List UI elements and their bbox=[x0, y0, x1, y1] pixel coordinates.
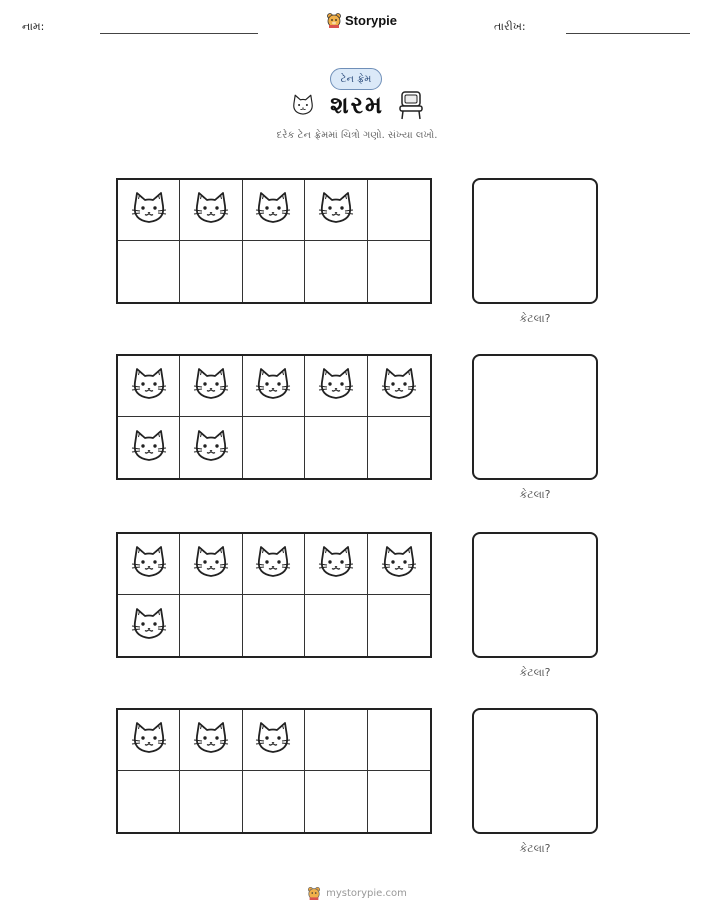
ten-frame-cell bbox=[243, 180, 305, 241]
ten-frame-cell bbox=[243, 771, 305, 832]
topic-tag: ટેન ફ્રેમ bbox=[330, 68, 382, 90]
ten-frame-cell bbox=[180, 710, 242, 771]
ten-frame bbox=[116, 354, 432, 480]
cat-face-icon bbox=[129, 366, 169, 406]
ten-frame-cell bbox=[305, 417, 367, 478]
ten-frame-cell bbox=[243, 595, 305, 656]
cat-face-icon bbox=[191, 190, 231, 230]
ten-frame-cell bbox=[118, 180, 180, 241]
ten-frame-cell bbox=[305, 356, 367, 417]
instructions: દરેક ટેન ફ્રેમમાં ચિત્રો ગણો. સંખ્યા લખો. bbox=[276, 130, 438, 141]
answer-box[interactable] bbox=[472, 354, 598, 480]
ten-frame-cell bbox=[368, 534, 430, 595]
cat-face-icon bbox=[253, 366, 293, 406]
ten-frame-cell bbox=[180, 595, 242, 656]
ten-frame-cell bbox=[180, 356, 242, 417]
chair-icon bbox=[398, 90, 424, 120]
cat-face-icon bbox=[253, 720, 293, 760]
how-many-label: કેટલા? bbox=[519, 842, 551, 855]
footer-site: mystorypie.com bbox=[326, 887, 407, 899]
ten-frame-cell bbox=[305, 710, 367, 771]
date-label: તારીખ: bbox=[494, 20, 526, 33]
ten-frame-cell bbox=[243, 241, 305, 302]
ten-frame-cell bbox=[118, 241, 180, 302]
cat-face-icon bbox=[129, 544, 169, 584]
brand-logo bbox=[326, 12, 397, 28]
ten-frame-cell bbox=[118, 534, 180, 595]
ten-frame-cell bbox=[180, 241, 242, 302]
footer bbox=[0, 886, 714, 900]
name-label: નામ: bbox=[22, 20, 45, 33]
ten-frame-cell bbox=[368, 771, 430, 832]
cat-face-icon bbox=[253, 190, 293, 230]
answer-box[interactable] bbox=[472, 532, 598, 658]
ten-frame-cell bbox=[305, 534, 367, 595]
cat-face-icon bbox=[191, 428, 231, 468]
ten-frame-cell bbox=[368, 180, 430, 241]
ten-frame-cell bbox=[180, 534, 242, 595]
cat-face-icon bbox=[129, 606, 169, 646]
cat-face-icon bbox=[316, 190, 356, 230]
ten-frame-cell bbox=[180, 771, 242, 832]
ten-frame bbox=[116, 708, 432, 834]
ten-frame-cell bbox=[180, 417, 242, 478]
ten-frame-cell bbox=[118, 710, 180, 771]
worksheet-title: શરમ bbox=[330, 91, 384, 119]
ten-frame bbox=[116, 178, 432, 304]
how-many-label: કેટલા? bbox=[519, 312, 551, 325]
cat-face-icon bbox=[191, 366, 231, 406]
ten-frame-cell bbox=[180, 180, 242, 241]
ten-frame-cell bbox=[118, 771, 180, 832]
ten-frame-cell bbox=[305, 771, 367, 832]
cat-face-icon bbox=[191, 544, 231, 584]
ten-frame-cell bbox=[243, 710, 305, 771]
cat-face-icon bbox=[379, 544, 419, 584]
ten-frame-cell bbox=[305, 241, 367, 302]
cat-face-icon bbox=[316, 544, 356, 584]
cat-face-icon bbox=[379, 366, 419, 406]
ten-frame bbox=[116, 532, 432, 658]
ten-frame-cell bbox=[118, 595, 180, 656]
brand-name: Storypie bbox=[345, 12, 398, 28]
ten-frame-cell bbox=[368, 595, 430, 656]
date-line[interactable] bbox=[566, 33, 690, 34]
ten-frame-cell bbox=[243, 417, 305, 478]
ten-frame-cell bbox=[243, 356, 305, 417]
ten-frame-cell bbox=[368, 710, 430, 771]
bear-mascot-icon bbox=[307, 886, 321, 900]
ten-frame-cell bbox=[368, 241, 430, 302]
ten-frame-cell bbox=[243, 534, 305, 595]
how-many-label: કેટલા? bbox=[519, 488, 551, 501]
cat-face-icon bbox=[316, 366, 356, 406]
bear-mascot-icon bbox=[326, 12, 342, 28]
cat-face-icon bbox=[290, 93, 316, 117]
cat-face-icon bbox=[253, 544, 293, 584]
answer-box[interactable] bbox=[472, 178, 598, 304]
ten-frame-cell bbox=[305, 595, 367, 656]
cat-face-icon bbox=[129, 720, 169, 760]
ten-frame-cell bbox=[118, 356, 180, 417]
answer-box[interactable] bbox=[472, 708, 598, 834]
ten-frame-cell bbox=[368, 356, 430, 417]
cat-face-icon bbox=[129, 428, 169, 468]
name-line[interactable] bbox=[100, 33, 258, 34]
ten-frame-cell bbox=[368, 417, 430, 478]
ten-frame-cell bbox=[305, 180, 367, 241]
ten-frame-cell bbox=[118, 417, 180, 478]
how-many-label: કેટલા? bbox=[519, 666, 551, 679]
cat-face-icon bbox=[129, 190, 169, 230]
cat-face-icon bbox=[191, 720, 231, 760]
